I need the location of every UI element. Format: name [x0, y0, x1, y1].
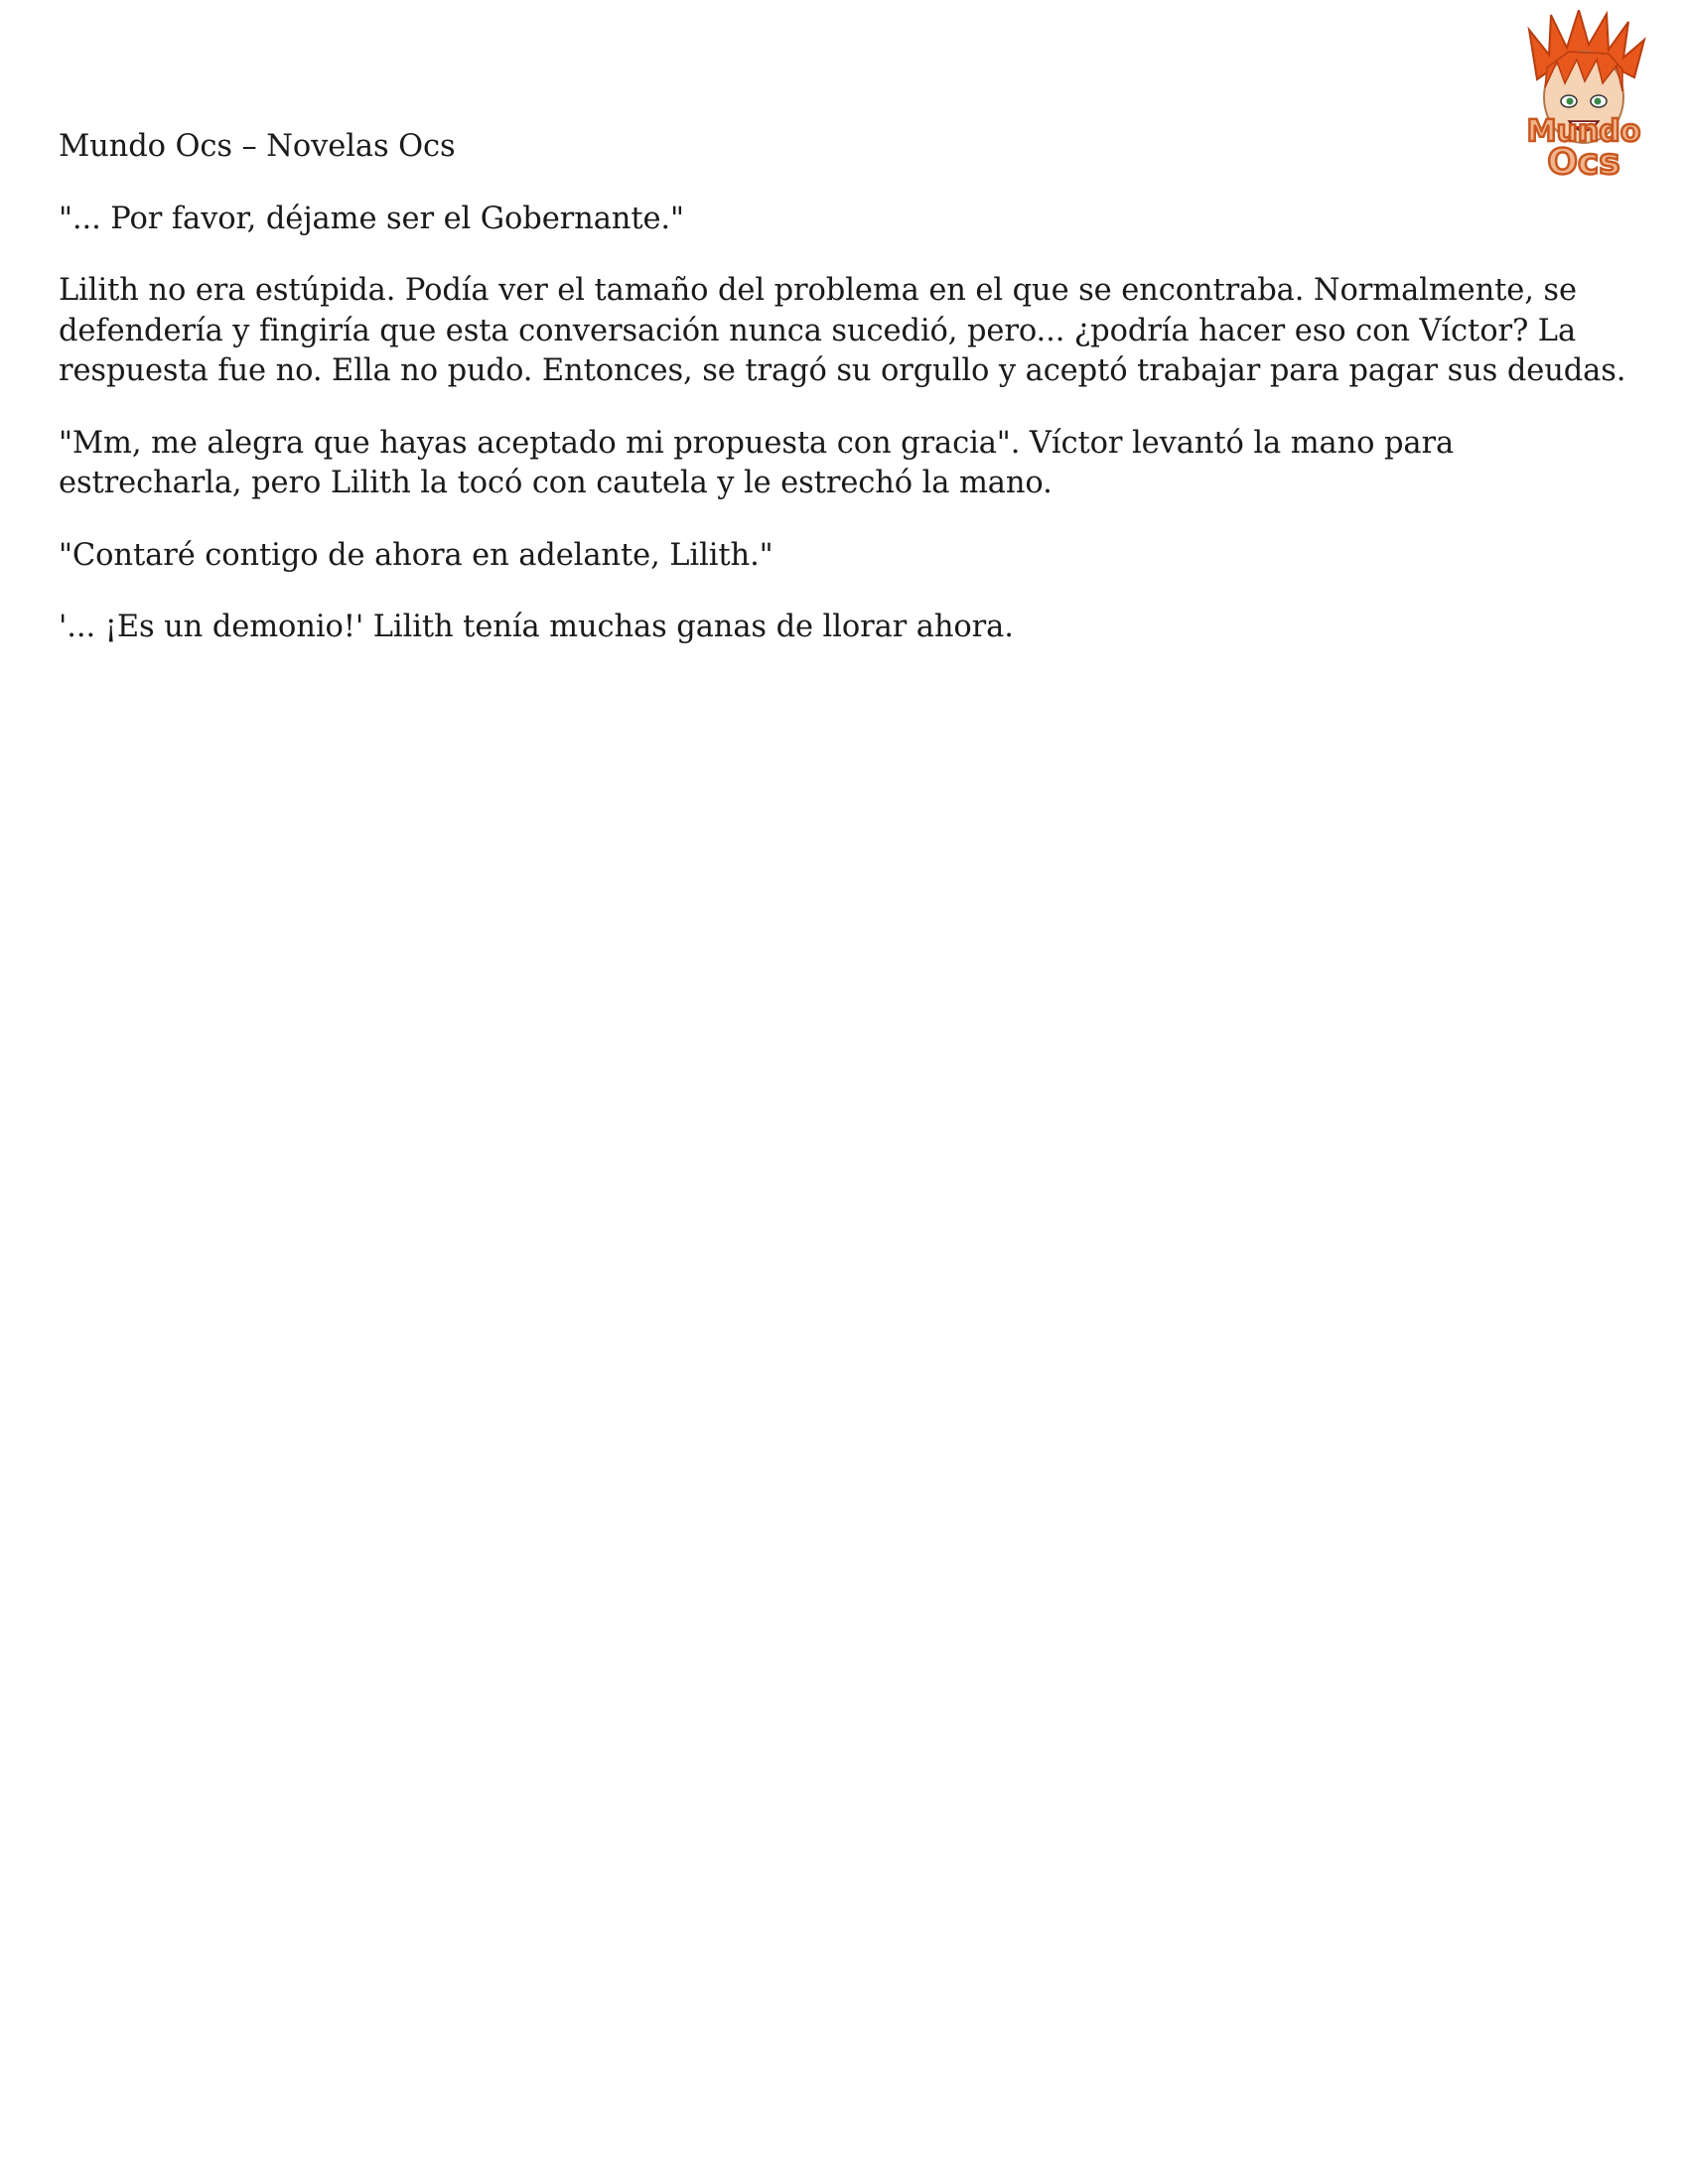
paragraph: Lilith no era estúpida. Podía ver el tamaño del problema en el que se encontraba. Normalmente, se defendería y fingiría que esta conversación nunca sucedió, pero... ¿podría hacer eso con Víctor? La respuesta fue no. Ella no pudo. Entonces, se tragó su orgullo y aceptó trabajar para pagar sus deudas. [59, 273, 1626, 388]
logo-text-bottom: Ocs [1547, 142, 1620, 183]
logo-text-top: Mundo [1526, 114, 1641, 149]
document-body [59, 127, 1632, 680]
paragraph: "Mm, me alegra que hayas aceptado mi propuesta con gracia". Víctor levantó la mano para estrecharla, pero Lilith la tocó con cautela y le estrechó la mano. [59, 425, 1455, 500]
paragraph: "... Por favor, déjame ser el Gobernante." [59, 201, 684, 236]
document-header: Mundo Ocs – Novelas Ocs [59, 129, 456, 164]
paragraph: "Contaré contigo de ahora en adelante, Lilith." [59, 537, 774, 573]
paragraph: '... ¡Es un demonio!' Lilith tenía muchas ganas de llorar ahora. [59, 610, 1014, 644]
